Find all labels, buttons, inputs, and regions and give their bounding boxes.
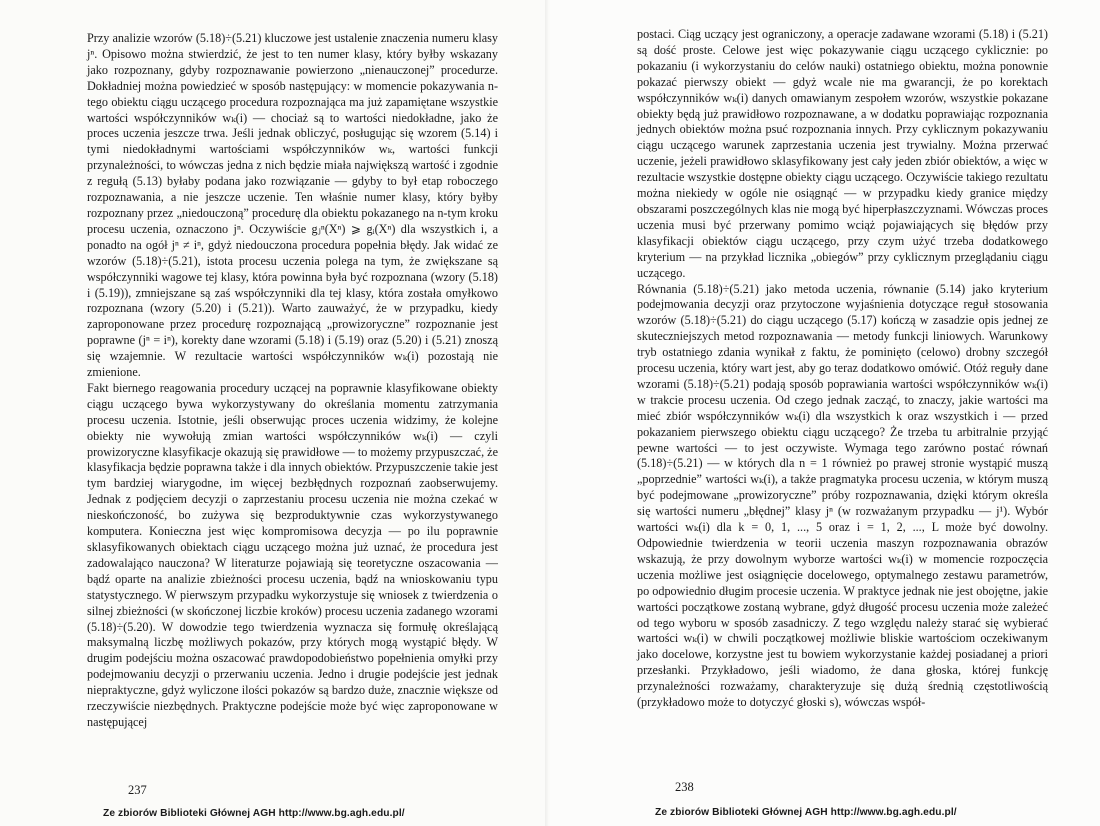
left-footer-source-note: Ze zbiorów Biblioteki Głównej AGH http://www.bg.agh.edu.pl/ (103, 808, 405, 819)
left-paragraph-1: Przy analizie wzorów (5.18)÷(5.21) kluczowe jest ustalenie znaczenia numeru klasy jⁿ. Opisowo można stwierdzić, że jest to ten numer klasy, który byłby wskazany jako rozpoznany, gdyby rozpoznawanie powierzono „nienauczonej” procedurze. Dokładniej można powiedzieć w sposób następujący: w momencie pokazywania n-tego obiektu ciągu uczącego procedura rozpoznająca ma już zapamiętane wszystkie wartości współczynników wₖ(i) — chociaż są to wartości niedokładne, jako że proces uczenia jeszcze trwa. Jeśli jednak obliczyć, posługując się wzorem (5.14) i tymi niedokładnymi wartościami współczynników wₖ, wartości funkcji przynależności, to wówczas jedna z nich będzie miała największą wartość i zgodnie z regułą (5.13) byłaby podana jako rozwiązanie — gdyby to był etap roboczego rozpoznawania, a nie jeszcze uczenie. Ten właśnie numer klasy, który byłby rozpoznany przez „niedouczoną” procedurę dla obiektu pokazanego na n-tym kroku procesu uczenia, oznaczono jⁿ. Oczywiście gⱼⁿ(Xⁿ) ⩾ gᵢ(Xⁿ) dla wszystkich i, a ponadto na ogół jⁿ ≠ iⁿ, gdyż niedouczona procedura popełnia błędy. Jak widać ze wzorów (5.18)÷(5.21), istota procesu uczenia polega na tym, że zwiększane są współczynniki wagowe tej klasy, która powinna była być rozpoznana (wzory (5.18) i (5.19)), zmniejszane są zaś współczynniki dla tej klasy, która została omyłkowo rozpoznana (wzory (5.20) i (5.21)). Warto zauważyć, że w przypadku, kiedy zaproponowane przez procedurę rozpoznającą „prowizoryczne” rozpoznanie jest poprawne (jⁿ = iⁿ), korekty dane wzorami (5.18) i (5.19) oraz (5.20) i (5.21) znoszą się wzajemnie. W rezultacie wartości współczynników wₖ(i) pozostają nie zmienione. (87, 31, 498, 380)
right-page-number: 238 (675, 780, 694, 794)
left-paragraph-2: Fakt biernego reagowania procedury uczącej na poprawnie klasyfikowane obiekty ciągu uczącego bywa wykorzystywany do określania momentu zatrzymania procesu uczenia. Istotnie, jeśli obserwując proces uczenia widzimy, że kolejne obiekty nie wywołują zmian wartości współczynników wₖ(i) — czyli prowizoryczne klasyfikacje okazują się prawidłowe — to możemy przypuszczać, że klasyfikacja będzie poprawna także i dla innych obiektów. Przypuszczenie takie jest tym bardziej wiarygodne, im więcej bezbłędnych rozpoznań zaobserwujemy. Jednak z podjęciem decyzji o zaprzestaniu procesu uczenia nie można czekać w nieskończoność, bo zużywa się bezproduktywnie czas wykorzystywanego komputera. Konieczna jest więc kompromisowa decyzja — po ilu poprawnie sklasyfikowanych obiektach ciągu uczącego można już uznać, że procedura jest zadowalająco nauczona? W literaturze pojawiają się teoretyczne oszacowania — bądź oparte na analizie zbieżności procesu uczenia, bądź na wnioskowaniu typu statystycznego. W pierwszym przypadku wykorzystuje się wniosek z twierdzenia o silnej zbieżności (w skończonej liczbie kroków) procesu uczenia zadanego wzorami (5.18)÷(5.20). W dowodzie tego twierdzenia wyznacza się formułę określającą maksymalną liczbę możliwych pokazów, przy których mogą wystąpić błędy. W drugim podejściu można oszacować prawdopodobieństwo popełnienia omyłki przy podejmowaniu decyzji o przerwaniu uczenia. Jedno i drugie podejście jest jednak niepraktyczne, gdyż wyliczone ilości pokazów są bardzo duże, znacznie większe od rzeczywiście niezbędnych. Praktyczne podejście może być więc zaproponowane w następującej (87, 380, 498, 729)
right-footer-source-note: Ze zbiorów Biblioteki Głównej AGH http://www.bg.agh.edu.pl/ (655, 807, 957, 818)
left-page-body (87, 31, 498, 731)
right-page-body (637, 27, 1048, 711)
right-paragraph-2: Równania (5.18)÷(5.21) jako metoda uczenia, równanie (5.14) jako kryterium podejmowania decyzji oraz przytoczone wyjaśnienia dotyczące reguł stosowania wzorów (5.18)÷(5.21) do ciągu uczącego (5.17) kończą w zasadzie opis jednej ze skuteczniejszych metod rozpoznawania — metody funkcji liniowych. Warunkowy tryb ostatniego zdania wynikał z faktu, że pominięto (celowo) drobny szczegół procesu uczenia, który wart jest, aby go teraz dodatkowo omówić. Otóż reguły dane wzorami (5.18)÷(5.21) podają sposób poprawiania wartości współczynników wₖ(i) w trakcie procesu uczenia. Od czego jednak zacząć, to znaczy, jakie wartości ma mieć zbiór współczynników wₖ(i) dla wszystkich k oraz wszystkich i — przed pokazaniem pierwszego obiektu ciągu uczącego? Że trzeba tu arbitralnie przyjąć pewne wartości — to jest oczywiste. Wymaga tego zarówno postać równań (5.18)÷(5.21) — w których dla n = 1 również po prawej stronie wystąpić muszą „poprzednie” wartości wₖ(i), a także pragmatyka procesu uczenia, w którym muszą być podejmowane „prowizoryczne” próby rozpoznawania, dzięki którym określa się wartości numeru „błędnej” klasy jⁿ (w rozważanym przypadku — j¹). Wybór wartości wₖ(i) dla k = 0, 1, ..., 5 oraz i = 1, 2, ..., L może być dowolny. Odpowiednie twierdzenia w teorii uczenia maszyn rozpoznawania obrazów wskazują, że przy dowolnym wyborze wartości wₖ(i) w momencie rozpoczęcia uczenia możliwe jest osiągnięcie docelowego, optymalnego zestawu parametrów, po odpowiednio długim procesie uczenia. W praktyce jednak nie jest obojętne, jakie wartości początkowe zostaną wybrane, gdyż długość procesu uczenia może zależeć od tego wyboru w sposób zasadniczy. Z tego względu należy starać się wybierać wartości wₖ(i) w chwili początkowej możliwie bliskie wartościom oczekiwanym jako docelowe, korzystne jest tu bowiem wykorzystanie każdej posiadanej a priori przesłanki. Przykładowo, jeśli wiadomo, że dana głoska, której funkcję przynależności rozważamy, charakteryzuje się dużą średnią częstotliwością (przykładowo może to dotyczyć głoski s), wówczas współ- (637, 281, 1048, 710)
right-page (550, 0, 1100, 826)
right-paragraph-1: postaci. Ciąg uczący jest ograniczony, a operacje zadawane wzorami (5.18) i (5.21) są dość proste. Celowe jest więc pokazywanie ciągu uczącego cyklicznie: po pokazaniu (i wykorzystaniu do celów nauki) ostatniego obiektu, można ponownie pokazać pierwszy obiekt — gdyż wcale nie ma gwarancji, że po korektach współczynników wₖ(i) danych omawianym zespołem wzorów, wszystkie pokazane obiekty będą już prawidłowo rozpoznawane, a w dodatku poprawiając rozpoznania jednych obiektów można psuć rozpoznania innych. Przy cyklicznym pokazywaniu ciągu uczącego warunek zaprzestania uczenia jest trywialny. Można przerwać uczenie, jeżeli prawidłowo sklasyfikowany jest cały jeden zbiór obiektów, a więc w rezultacie wszystkie dostępne obiekty ciągu uczącego. Oczywiście takiego rezultatu można niekiedy w ogóle nie osiągnąć — w przypadku kiedy granice między obszarami poszczególnych klas nie mogą być hiperpłaszczyznami. Wówczas proces uczenia musi być przerwany pomimo wciąż pojawiających się błędów przy klasyfikacji obiektów ciągu uczącego, przy czym użyć trzeba dodatkowego kryterium — na przykład licznika „obiegów” przy cyklicznym przeglądaniu ciągu uczącego. (637, 27, 1048, 280)
left-page-number: 237 (128, 783, 147, 797)
